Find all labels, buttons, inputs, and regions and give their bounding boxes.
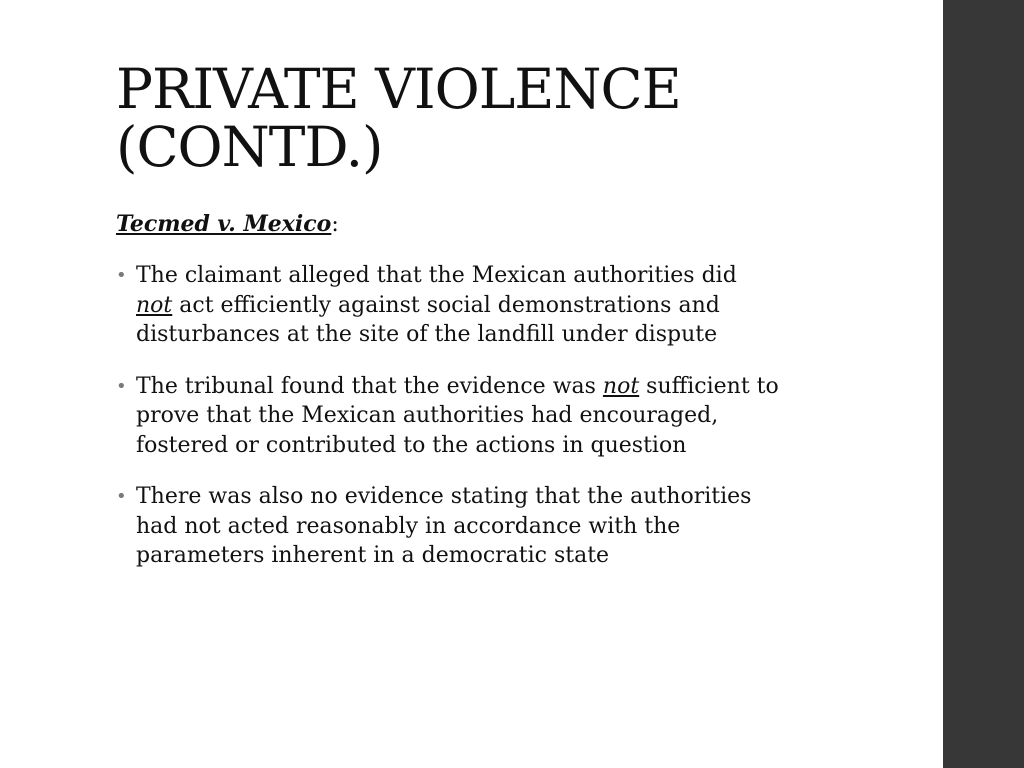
bullet-dot-icon: • <box>116 265 127 286</box>
bullet-text: act efficiently against social demonstrations and <box>172 292 720 318</box>
slide-title <box>116 57 916 179</box>
bullet-text: The tribunal found that the evidence was <box>136 373 603 399</box>
case-heading-colon: : <box>331 212 339 237</box>
bullet-list <box>116 261 836 593</box>
bullet-line: There was also no evidence stating that the authorities <box>136 484 752 509</box>
bullet-item-evidence <box>116 482 836 571</box>
bullet-line: prove that the Mexican authorities had encouraged, <box>136 403 719 428</box>
case-heading <box>116 209 339 240</box>
bullet-line <box>136 291 836 321</box>
slide-title-line-1: PRIVATE VIOLENCE <box>116 57 681 121</box>
bullet-dot-icon: • <box>116 486 127 507</box>
side-accent-bar <box>943 0 1024 768</box>
case-name: Tecmed v. Mexico <box>116 211 332 237</box>
bullet-line: parameters inherent in a democratic state <box>136 543 610 568</box>
bullet-line <box>136 372 836 402</box>
bullet-item-claimant <box>116 261 836 350</box>
bullet-line: disturbances at the site of the landfill under dispute <box>136 322 718 347</box>
bullet-item-tribunal <box>116 372 836 461</box>
bullet-line: fostered or contributed to the actions in question <box>136 432 687 458</box>
bullet-dot-icon: • <box>116 375 127 397</box>
bullet-line: had not acted reasonably in accordance with the <box>136 513 681 539</box>
emphasis-not: not <box>602 373 640 399</box>
slide-title-line-2: (CONTD.) <box>116 115 383 179</box>
bullet-line: The claimant alleged that the Mexican authorities did <box>136 263 737 288</box>
emphasis-not: not <box>136 292 173 318</box>
bullet-text: sufficient to <box>639 373 779 399</box>
